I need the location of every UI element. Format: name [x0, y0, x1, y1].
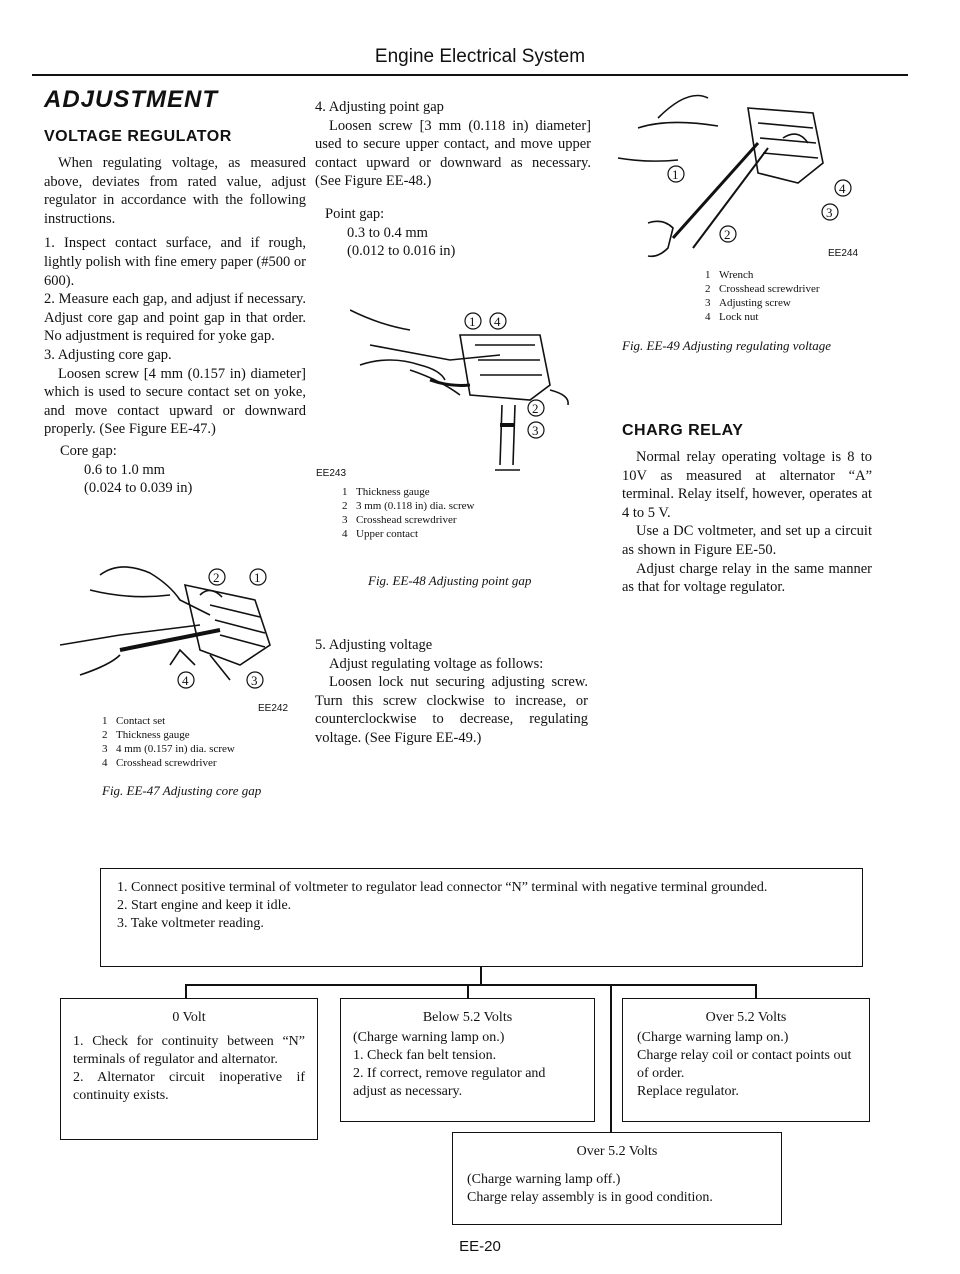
column-2	[315, 98, 591, 261]
point-gap-mm: 0.3 to 0.4 mm	[347, 224, 428, 241]
step-5-lead: Adjust regulating voltage as follows:	[329, 655, 544, 672]
flow-left-title: 0 Volt	[172, 1010, 206, 1025]
fig-ee48-code: EE243	[316, 468, 347, 479]
legend-item: 1 Wrench	[705, 269, 754, 281]
fig-ee49-code: EE244	[828, 248, 859, 259]
core-gap-in: (0.024 to 0.039 in)	[84, 480, 193, 497]
header-rule	[32, 74, 908, 76]
fig-ee49-legend	[705, 268, 885, 324]
flow-middle-title: Below 5.2 Volts	[422, 1010, 513, 1025]
flow-middle-line-2: 1. Check fan belt tension.	[353, 1048, 497, 1063]
fig-ee48-legend	[342, 485, 522, 541]
flow-right-box	[622, 998, 870, 1122]
svg-text:1: 1	[672, 167, 679, 182]
flow-right-line-2: Charge relay coil or contact points out of order.	[637, 1048, 852, 1081]
fig-ee49-caption: Fig. EE-49 Adjusting regulating voltage	[622, 338, 832, 353]
legend-item: 4 Upper contact	[342, 528, 418, 540]
section-title: ADJUSTMENT	[44, 86, 219, 113]
flow-top-line-3: 3. Take voltmeter reading.	[117, 916, 264, 931]
step-2: 2. Measure each gap, and adjust if necessary. Adjust core gap and point gap in that order. No adjustment is required for yoke gap.	[44, 291, 306, 345]
legend-item: 3 Adjusting screw	[705, 297, 791, 309]
column-3	[622, 422, 872, 597]
flow-left-line-2: 2. Alternator circuit inoperative if continuity exists.	[73, 1070, 305, 1103]
connector-to-bottom	[610, 984, 612, 1132]
svg-text:1: 1	[254, 570, 261, 585]
flow-right-title: Over 5.2 Volts	[705, 1010, 787, 1025]
fig-ee48-illustration	[350, 305, 580, 475]
flow-bottom-title: Over 5.2 Volts	[576, 1144, 658, 1159]
svg-text:2: 2	[532, 401, 539, 416]
flow-right-line-1: (Charge warning lamp on.)	[637, 1030, 789, 1045]
flow-top-line-1: 1. Connect positive terminal of voltmeter to regulator lead connector “N” terminal with negative terminal grounded.	[117, 880, 768, 895]
step-5-body: Loosen lock nut securing adjusting screw. Turn this screw clockwise to increase, or counterclockwise to decrease, regulating voltage. (See Figure EE-49.)	[315, 674, 588, 746]
fig-ee47-illustration	[60, 555, 300, 700]
point-gap-in: (0.012 to 0.016 in)	[347, 243, 456, 260]
svg-text:3: 3	[532, 423, 539, 438]
svg-text:2: 2	[213, 570, 220, 585]
subsection-title: VOLTAGE REGULATOR	[44, 128, 232, 145]
step-3-body: Loosen screw [4 mm (0.157 in) diameter] which is used to secure contact set on yoke, and move contact upward or downward properly. (See Figure EE-47.)	[44, 365, 306, 438]
legend-item: 1 Contact set	[102, 715, 166, 727]
flow-left-line-1: 1. Check for continuity between “N” terminals of regulator and alternator.	[73, 1034, 305, 1067]
step-5-title: 5. Adjusting voltage	[315, 637, 433, 653]
flow-left-box	[60, 998, 318, 1140]
connector-horizontal	[185, 984, 755, 986]
fig-ee47-caption: Fig. EE-47 Adjusting core gap	[102, 783, 262, 798]
charg-relay-p3: Adjust charge relay in the same manner as that for voltage regulator.	[622, 560, 872, 596]
point-gap-label: Point gap:	[325, 205, 385, 222]
svg-text:3: 3	[251, 673, 258, 688]
flow-middle-box	[340, 998, 595, 1122]
column-2-lower	[315, 636, 588, 748]
flow-bottom-line-2: Charge relay assembly is in good condition.	[467, 1190, 713, 1205]
flow-bottom-box	[452, 1132, 782, 1225]
charg-relay-p2: Use a DC voltmeter, and set up a circuit as shown in Figure EE-50.	[622, 523, 872, 558]
flow-right-line-3: Replace regulator.	[637, 1084, 739, 1099]
step-4-title: 4. Adjusting point gap	[315, 99, 444, 115]
legend-item: 4 Crosshead screwdriver	[102, 757, 217, 769]
step-1: 1. Inspect contact surface, and if rough, lightly polish with fine emery paper (#500 or 600).	[44, 235, 306, 289]
connector-middle	[467, 984, 469, 998]
fig-ee48-caption: Fig. EE-48 Adjusting point gap	[368, 573, 532, 588]
page-header: Engine Electrical System	[374, 46, 586, 67]
svg-text:2: 2	[724, 227, 731, 242]
fig-ee47-code: EE242	[258, 703, 289, 714]
legend-item: 2 Thickness gauge	[102, 729, 190, 741]
fig-ee49-illustration	[608, 88, 868, 268]
legend-item: 4 Lock nut	[705, 311, 759, 323]
legend-item: 1 Thickness gauge	[342, 486, 430, 498]
legend-item: 3 Crosshead screwdriver	[342, 514, 457, 526]
connector-left	[185, 984, 187, 998]
step-3-title: 3. Adjusting core gap.	[44, 346, 172, 363]
connector-right	[755, 984, 757, 998]
flow-middle-line-1: (Charge warning lamp on.)	[353, 1030, 505, 1045]
svg-text:4: 4	[182, 673, 189, 688]
flow-top-box	[100, 868, 863, 967]
step-4-body: Loosen screw [3 mm (0.118 in) diameter] used to secure upper contact, and move upper contact upward or downward as necessary. (See Figure EE-48.)	[315, 117, 591, 190]
fig-ee47-legend	[102, 714, 302, 770]
core-gap-label: Core gap:	[60, 442, 117, 459]
svg-text:3: 3	[826, 205, 833, 220]
svg-text:4: 4	[494, 314, 501, 329]
svg-text:4: 4	[839, 181, 846, 196]
charg-relay-title: CHARG RELAY	[622, 422, 744, 439]
legend-item: 2 3 mm (0.118 in) dia. screw	[342, 500, 475, 512]
legend-item: 2 Crosshead screwdriver	[705, 283, 820, 295]
legend-item: 3 4 mm (0.157 in) dia. screw	[102, 743, 235, 755]
flow-bottom-line-1: (Charge warning lamp off.)	[467, 1172, 621, 1187]
flow-top-line-2: 2. Start engine and keep it idle.	[117, 898, 292, 913]
connector-main-vertical	[480, 967, 482, 985]
intro-paragraph: When regulating voltage, as measured above, deviates from rated value, adjust regulator in accordance with the following instructions.	[44, 155, 306, 227]
page-number: EE-20	[459, 1238, 501, 1255]
core-gap-mm: 0.6 to 1.0 mm	[84, 461, 165, 478]
column-1	[44, 86, 306, 498]
charg-relay-p1: Normal relay operating voltage is 8 to 10V as measured at alternator “A” terminal. Relay itself, however, operates at 4 to 5 V.	[622, 449, 872, 521]
svg-text:1: 1	[469, 314, 476, 329]
flow-middle-line-3: 2. If correct, remove regulator and adjust as necessary.	[353, 1066, 546, 1099]
